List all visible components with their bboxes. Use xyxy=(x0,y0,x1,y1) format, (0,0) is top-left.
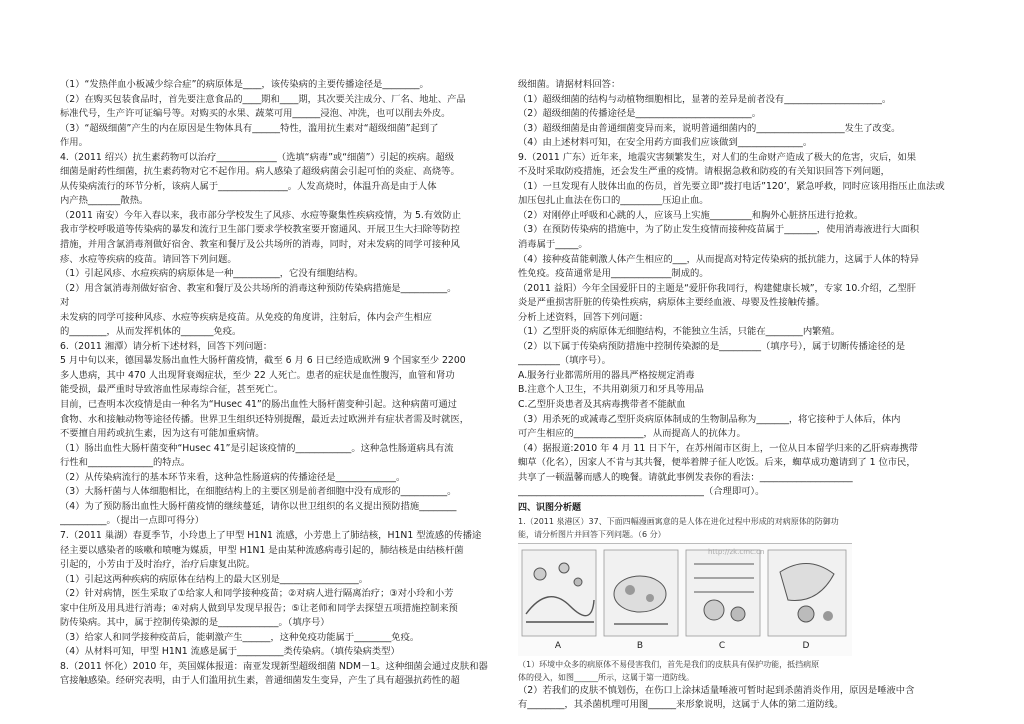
question-text-line: （3）给家人和同学接种疫苗后，能刺激产生______，这种免疫功能属于________免疫。 xyxy=(60,631,420,643)
question-text-line: （2）用含氯消毒剂做好宿舍、教室和餐厅及公共场所的消毒这种预防传染病措施是__________。 xyxy=(60,282,457,294)
question-text-line: 有________，其杀菌机理可用图______来形象说明，这属于人体的第二道防线。 xyxy=(518,699,844,711)
question-text-line: 标准代号，生产许可证编号等。对购买的水果、蔬菜可用______浸泡、冲洗，也可以削去外皮。 xyxy=(60,108,451,120)
panel-label-c: C xyxy=(718,640,726,651)
question-text-line: 对 xyxy=(60,297,70,309)
figure-question-header: 1.（2011 泉港区）37、下面四幅漫画寓意的是人体在进化过程中形成的对病原体的防御功 xyxy=(518,516,839,526)
question-text-line: （3）大肠杆菌与人体细胞相比，在细胞结构上的主要区别是前者细胞中没有成形的__________。 xyxy=(60,486,457,498)
question-text-line: 目前，已查明本次疫情是由一种名为“Husec 41”的肠出血性大肠杆菌变种引起。这种病菌可通过 xyxy=(60,399,457,411)
question-text-line: （1）超级细菌的结构与动植物细胞相比，显著的差异是前者没有_____________________。 xyxy=(518,93,892,105)
question-text-line: __________。（提出一点即可得分） xyxy=(60,515,205,527)
question-text-line: 引起的，小芳由于及时治疗，治疗后康复出院。 xyxy=(60,559,256,571)
question-text-line: 从传染病流行的环节分析，该病人属于_______________。人发高烧时，体温升高是由于人体 xyxy=(60,180,437,192)
question-text-line: （1）乙型肝炎的病原体无细胞结构，不能独立生活，只能在________内繁殖。 xyxy=(518,326,841,338)
question-text-line: （4）据报道:2010 年 4 月 11 日下午，在苏州闹市区街上，一位从日本留学归来的乙肝病毒携带 xyxy=(518,442,918,454)
panel-label-a: A xyxy=(554,640,562,651)
question-text-line: （2）对刚停止呼吸和心跳的人，应该马上实施_________和胸外心脏挤压进行抢救。 xyxy=(518,209,864,221)
question-text-line: 性免疫。疫苗通常是用_____________制成的。 xyxy=(518,268,709,280)
figure-question-line2: 能，请分析图片并回答下列问题。（6 分） xyxy=(518,529,666,539)
question-text-line: 疹、水痘等疾病的疫苗。请回答下列问题。 xyxy=(60,253,237,265)
question-text-line: 未发病的同学可接种风疹、水痘等疾病是疫苗。从免疫的角度讲，注射后，体内会产生相应 xyxy=(60,311,432,323)
question-text-line: 家中住所及用具进行消毒；④对病人做到早发现早报告；⑤让老师和同学去探望五项措施控制来预 xyxy=(60,602,458,614)
question-text-line: _________（填序号）。 xyxy=(518,355,611,367)
question-text-line: （1）引起风疹、水痘疾病的病原体是一种__________，它没有细胞结构。 xyxy=(60,268,364,280)
question-text-line: 8.（2011 怀化）2010 年，英国媒体报道：南亚发现新型超级细菌 NDM－1。这种细菌会通过皮肤和器 xyxy=(60,660,488,672)
question-text-line: （3）“超级细菌”产生的内在原因是生物体具有______特性，滥用抗生素对“超级细菌”起到了 xyxy=(60,122,439,134)
question-text-line: 多人患病，其中 470 人出现肾衰竭症状，至少 22 人死亡。患者的症状是血性腹泻，血管和肾功 xyxy=(60,369,455,381)
question-text-line: 4.（2011 绍兴）抗生素药物可以治疗_____________（选填“病毒”或“细菌”）引起的疾病。超级 xyxy=(60,151,455,163)
question-text-line: （3）用杀死的或减毒乙型肝炎病原体制成的生物制品称为_______，将它接种于人体后，体内 xyxy=(518,413,901,425)
question-text-line: （2）若我们的皮肤不慎划伤，在伤口上涂抹适量唾液可暂时起到杀菌消炎作用，原因是唾液中含 xyxy=(518,684,915,696)
question-text-line: （1）肠出血性大肠杆菌变种“Husec 41”是引起该疫情的____________。这种急性肠道病具有流 xyxy=(60,442,454,454)
question-text-line: （3）超级细菌是由普通细菌变异而来，说明普通细菌内的___________________发生了改变。 xyxy=(518,122,901,134)
question-text-line: 的________，从而发挥机体的_______免疫。 xyxy=(60,326,242,338)
question-text-line: 作用。 xyxy=(60,137,88,149)
panel-a-illustration xyxy=(522,550,596,636)
panel-d-illustration xyxy=(768,550,846,636)
question-text-line: 分析上述资料，回答下列问题： xyxy=(518,311,649,323)
question-text-line: （1）引起这两种疾病的病原体在结构上的最大区别是_________________。 xyxy=(60,573,369,585)
watermark-text: http://zk.cmc.cn xyxy=(708,547,765,556)
question-text-line: 蜘草（化名），因家人不肯与其共餐，便举着牌子征人吃饭。后来，蜘草成功邀请到了 1 位市民， xyxy=(518,457,916,469)
question-text-line: （3）在预防传染病的措施中，为了防止发生疫情而接种疫苗属于_______，使用消毒液进行大面积 xyxy=(518,224,920,236)
question-text-line: （1）“发热伴血小板减少综合症”的病原体是____，该传染病的主要传播途径是________。 xyxy=(60,79,429,90)
left-column xyxy=(60,78,502,689)
question-text-line: （2）超级细菌的传播途径是_________________________。 xyxy=(518,108,761,120)
question-text-line: B.注意个人卫生，不共用剃须刀和牙具等用品 xyxy=(518,384,704,396)
question-text-line: 措施，并用含氯消毒剂做好宿舍、教室和餐厅及公共场所的消毒，同时，对未发病的同学可接种风 xyxy=(60,239,460,251)
question-text-line: 不及时采取防疫措施，还会发生严重的疫情。请根据急救和防疫的有关知识回答下列问题， xyxy=(518,166,890,178)
question-text-line: 6.（2011 湘潭）请分析下述材料，回答下列问题： xyxy=(60,340,273,352)
question-text-line: 7.（2011 巢湖）春夏季节，小玲患上了甲型 H1N1 流感，小芳患上了肺结核，H1N1 型流感的传播途 xyxy=(60,529,482,541)
figure-caption-1: （1）环境中众多的病原体不易侵害我们，首先是我们的皮肤具有保护功能，抵挡病原 xyxy=(518,659,820,669)
right-column xyxy=(518,78,964,713)
question-text-line: （4）从材料可知，甲型 H1N1 流感是属于__________类传染病。（填传染病类型） xyxy=(60,646,400,658)
question-text-line: （2）从传染病流行的基本环节来看，这种急性肠道病的传播途径是_____________。 xyxy=(60,471,406,483)
question-text-line: （1）一旦发现有人肢体出血的伤员，首先要立即“拨打电话”120’，紧急呼救，同时应该用指压止血法或 xyxy=(518,180,945,192)
question-text-line: 加压包扎止血法在伤口的_________压迫止血。 xyxy=(518,195,709,207)
bottom-text-block xyxy=(518,684,964,713)
figure-section-title: 四、识图分析题 xyxy=(518,502,582,513)
question-text-line: 5 月中旬以来，德国暴发肠出血性大肠杆菌疫情，截至 6 月 6 日已经造成欧洲 9 个国家至少 2200 xyxy=(60,355,466,367)
right-text-block xyxy=(518,78,964,500)
question-text-line: 消毒属于_____。 xyxy=(518,239,588,251)
question-text-line: C.乙型肝炎患者及其病毒携带者不能献血 xyxy=(518,399,686,411)
panel-b-illustration xyxy=(604,550,678,636)
panel-c-illustration xyxy=(686,550,760,636)
question-text-line: 防传染病。其中，属于控制传染源的是_____________。（填序号） xyxy=(60,617,330,629)
question-text-line: 径主要以感染者的咳嗽和喷嚏为媒质，甲型 H1N1 是由某种流感病毒引起的，肺结核是由结核杆菌 xyxy=(60,544,464,556)
question-text-line: 官接触感染。经研究表明，由于人们滥用抗生素，普通细菌发生变异，产生了具有超强抗药性的超 xyxy=(60,675,460,687)
question-text-line: 9.（2011 广东）近年来，地震灾害频繁发生，对人们的生命财产造成了极大的危害，灾后，如果 xyxy=(518,151,917,163)
question-text-line: A.服务行业都需所用的器具严格按规定消毒 xyxy=(518,369,695,381)
figure-caption-2: 体的侵入，如图______所示，这属于第一道防线。 xyxy=(518,672,694,682)
question-text-line: （4）接种疫苗能刺激人体产生相应的___，从而提高对特定传染病的抵抗能力，这属于人体的特异 xyxy=(518,253,920,265)
question-text-line: 级细菌。请据材料回答： xyxy=(518,79,621,90)
question-text-line: 可产生相应的_______________，从而提高人的抗体力。 xyxy=(518,428,746,440)
cartoon-panels xyxy=(518,544,852,656)
question-text-line: 行性和______________的特点。 xyxy=(60,457,191,469)
question-text-line: 我市学校呼吸道等传染病的暴发和流行卫生部门要求学校教室要开窗通风、开展卫生大扫除等防控 xyxy=(60,224,460,236)
panel-label-b: B xyxy=(636,640,644,651)
question-text-line: （2011 南安）今年入春以来，我市部分学校发生了风疹、水痘等聚集性疾病疫情，为 5.有效防止 xyxy=(60,209,462,221)
question-text-line: （4）由上述材料可知，在安全用药方面我们应该做到______________。 xyxy=(518,137,813,149)
question-text-line: 食物、水和接触动物等途径传播。世界卫生组织还特别提醒，最近去过欧洲并有症状者需及时就医， xyxy=(60,413,470,425)
question-text-line: 内产热_______散热。 xyxy=(60,195,149,207)
question-text-line: 炎是严重损害肝脏的传染性疾病，病原体主要经血液、母婴及性接触传播。 xyxy=(518,297,825,309)
question-text-line: 不要擅自用药或抗生素，因为这有可能加重病情。 xyxy=(60,428,265,440)
question-text-line: （4）为了预防肠出血性大肠杆菌疫情的继续蔓延，请你以世卫组织的名义提出预防措施________ xyxy=(60,500,457,512)
defense-cartoon-figure xyxy=(518,543,852,656)
question-text-line: 共享了一顿温馨而感人的晚餐。请就此事例发表你的看法：____________________ xyxy=(518,471,853,483)
question-text-line: ________________________________________（合理即可）。 xyxy=(518,486,765,498)
question-text-line: （2）针对病情，医生采取了①给家人和同学接种疫苗；②对病人进行隔离治疗；③对小玲和小芳 xyxy=(60,588,454,600)
question-text-line: （2）以下属于传染病预防措施中控制传染源的是_________（填序号），属于切断传播途径的是 xyxy=(518,340,906,352)
panel-label-d: D xyxy=(802,640,810,651)
question-text-line: 能受损，最严重时导致溶血性尿毒综合征，甚至死亡。 xyxy=(60,384,284,396)
question-text-line: （2）在购买包装食品时，首先要注意食品的____期和____期，其次要关注成分、厂名、地址、产品 xyxy=(60,93,466,105)
question-text-line: （2011 益阳）今年全国爱肝日的主题是“爱肝你我同行，构建健康长城”，专家 10.介绍，乙型肝 xyxy=(518,282,916,294)
question-text-line: 细菌是耐药性细菌，抗生素药物对它不起作用。病人感染了超级病菌会引起可怕的炎症、高烧等。 xyxy=(60,166,460,178)
